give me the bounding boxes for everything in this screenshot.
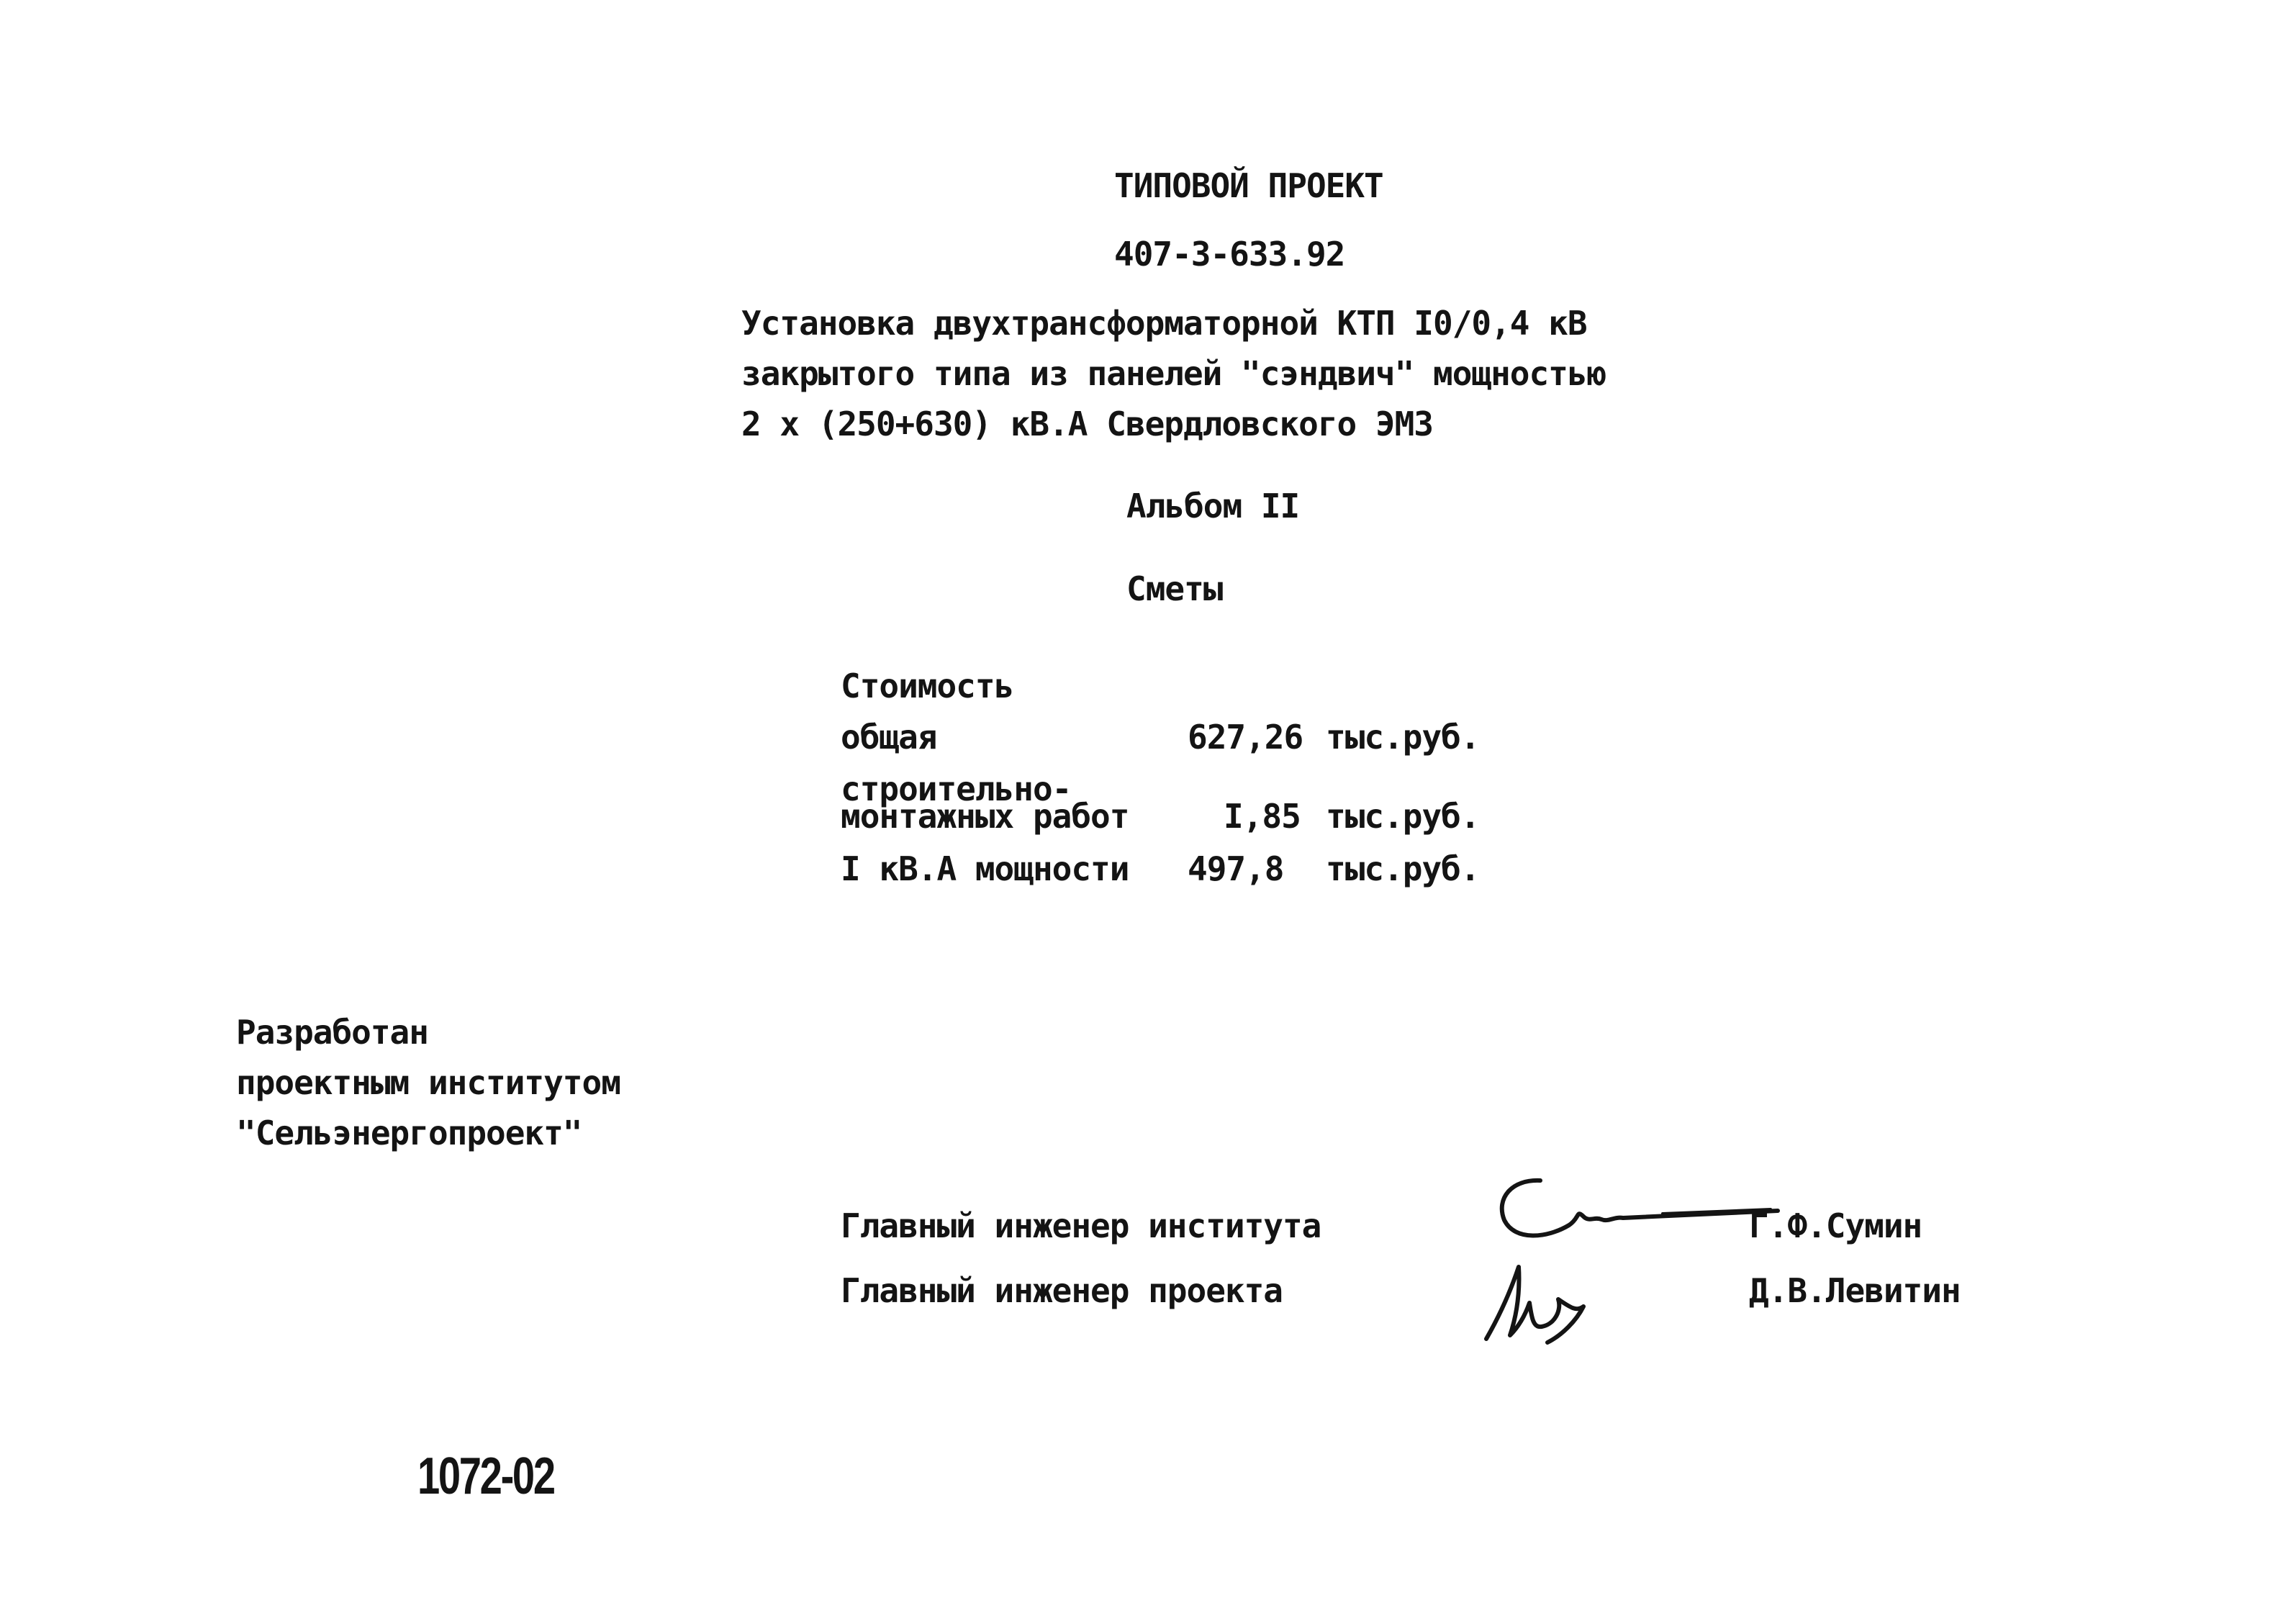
cost-row-construction-unit: тыс.руб.: [1326, 797, 1480, 836]
title-line-3: 2 х (250+630) кВ.А Свердловского ЭМЗ: [741, 405, 1433, 443]
cost-row-per-kva-unit: тыс.руб.: [1326, 849, 1480, 888]
signature-role-institute: Главный инженер института: [841, 1206, 1321, 1245]
signature-levitin-mark: [1475, 1256, 1619, 1350]
developer-line-1: Разработан: [236, 1013, 428, 1052]
title-line-1: Установка двухтрансформаторной КТП I0/0,4 кВ: [741, 304, 1587, 343]
album-label: Альбом II: [1126, 487, 1300, 525]
section-label: Сметы: [1126, 569, 1223, 608]
title-line-2: закрытого типа из панелей "сэндвич" мощностью: [741, 354, 1606, 393]
developer-line-2: проектным институтом: [236, 1063, 620, 1102]
cost-row-total-label: общая: [841, 718, 937, 757]
cost-row-total-unit: тыс.руб.: [1326, 718, 1480, 757]
developer-line-3: "Сельэнергопроект": [236, 1114, 582, 1152]
footer-code: 1072-02: [417, 1448, 554, 1505]
signature-role-project: Главный инженер проекта: [841, 1271, 1283, 1310]
signature-name-project: Д.В.Левитин: [1749, 1271, 1961, 1310]
cost-row-total-value: 627,26: [1188, 718, 1303, 757]
cost-row-construction-label-2: монтажных работ: [841, 797, 1129, 836]
signature-sumin-mark: [1483, 1166, 1785, 1260]
cost-row-per-kva-label: I кВ.А мощности: [841, 849, 1129, 888]
cost-row-construction-label-1: строительно-: [841, 769, 1072, 808]
cost-row-construction-value: I,85: [1224, 797, 1301, 836]
document-kind: ТИПОВОЙ ПРОЕКТ: [1114, 166, 1383, 205]
signature-name-institute: Г.Ф.Сумин: [1749, 1206, 1922, 1245]
project-number: 407-3-633.92: [1114, 235, 1345, 274]
cost-heading: Стоимость: [841, 667, 1014, 705]
cost-row-per-kva-value: 497,8: [1188, 849, 1284, 888]
